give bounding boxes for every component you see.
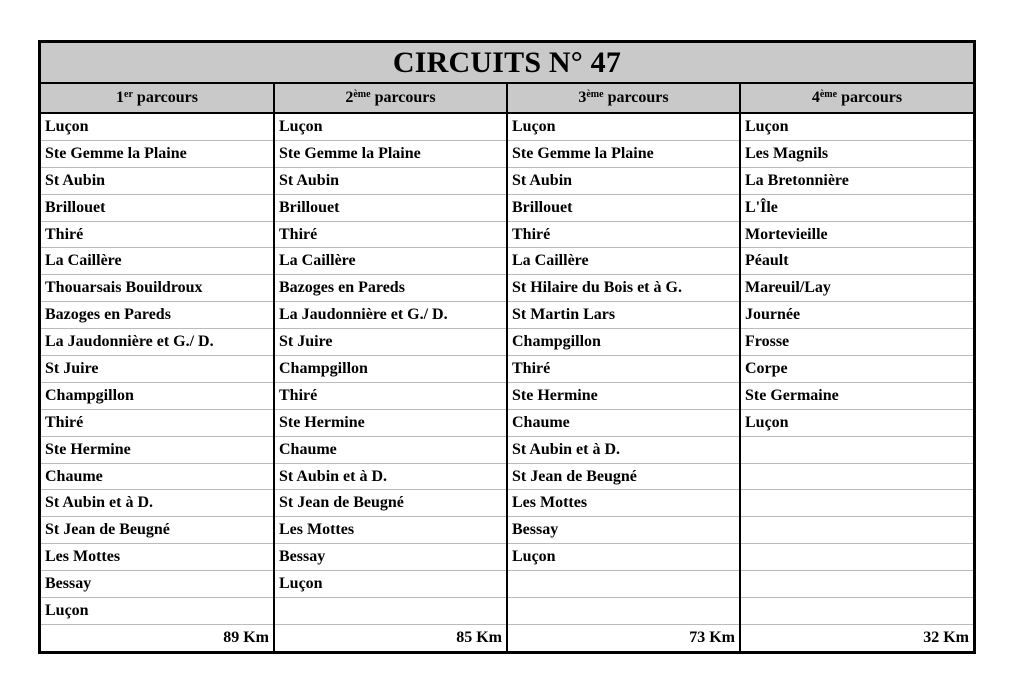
stop-cell: St Jean de Beugné — [274, 490, 507, 517]
stop-row — [41, 463, 973, 490]
column-header-1: 1er parcours — [41, 83, 274, 113]
stop-cell: St Jean de Beugné — [41, 517, 274, 544]
stop-cell: Les Mottes — [507, 490, 740, 517]
stop-cell: Corpe — [740, 356, 973, 383]
stop-cell — [740, 490, 973, 517]
stop-row — [41, 517, 973, 544]
stop-row — [41, 140, 973, 167]
stop-row — [41, 302, 973, 329]
stop-cell: St Juire — [274, 329, 507, 356]
stop-cell: Thiré — [507, 221, 740, 248]
stop-row — [41, 598, 973, 625]
stop-cell: St Aubin et à D. — [41, 490, 274, 517]
stop-cell: Mortevieille — [740, 221, 973, 248]
stop-cell: Luçon — [507, 544, 740, 571]
stop-cell: Brillouet — [274, 194, 507, 221]
stop-cell: La Bretonnière — [740, 167, 973, 194]
total-km-3: 73 Km — [507, 625, 740, 652]
stop-cell: La Caillère — [507, 248, 740, 275]
stop-cell: Frosse — [740, 329, 973, 356]
stop-cell — [740, 517, 973, 544]
stop-cell: Ste Hermine — [507, 382, 740, 409]
stop-row — [41, 194, 973, 221]
stop-cell — [507, 598, 740, 625]
stop-cell: Bessay — [41, 571, 274, 598]
stop-cell: Thiré — [41, 409, 274, 436]
circuits-table-frame — [38, 40, 976, 654]
stop-cell: Luçon — [41, 598, 274, 625]
table-title: CIRCUITS N° 47 — [41, 43, 973, 83]
stop-cell: Chaume — [507, 409, 740, 436]
stop-cell: Ste Gemme la Plaine — [41, 140, 274, 167]
stop-row — [41, 436, 973, 463]
stop-cell: Bessay — [274, 544, 507, 571]
stop-cell: St Aubin et à D. — [274, 463, 507, 490]
stop-cell: St Hilaire du Bois et à G. — [507, 275, 740, 302]
total-km-2: 85 Km — [274, 625, 507, 652]
column-header-4: 4ème parcours — [740, 83, 973, 113]
column-header-2: 2ème parcours — [274, 83, 507, 113]
stop-cell: St Juire — [41, 356, 274, 383]
stop-cell: Champgillon — [507, 329, 740, 356]
stop-cell: Péault — [740, 248, 973, 275]
stop-cell: Ste Gemme la Plaine — [507, 140, 740, 167]
stop-cell: Luçon — [274, 571, 507, 598]
stop-cell: Ste Hermine — [274, 409, 507, 436]
stop-cell — [740, 571, 973, 598]
stop-cell: La Caillère — [274, 248, 507, 275]
stop-cell: St Jean de Beugné — [507, 463, 740, 490]
stop-row — [41, 275, 973, 302]
stop-row — [41, 382, 973, 409]
stop-cell: L'Île — [740, 194, 973, 221]
stop-cell: Thiré — [41, 221, 274, 248]
stop-row — [41, 544, 973, 571]
stop-cell: Chaume — [274, 436, 507, 463]
stop-cell: Luçon — [740, 113, 973, 140]
stop-row — [41, 409, 973, 436]
stop-cell: St Aubin — [507, 167, 740, 194]
stop-cell: Les Mottes — [41, 544, 274, 571]
stop-cell — [740, 436, 973, 463]
stop-cell — [274, 598, 507, 625]
stop-cell: Ste Gemme la Plaine — [274, 140, 507, 167]
stop-cell: Luçon — [740, 409, 973, 436]
stop-cell: Luçon — [274, 113, 507, 140]
circuits-table — [41, 43, 973, 651]
stop-cell: Les Mottes — [274, 517, 507, 544]
stop-cell: La Jaudonnière et G./ D. — [274, 302, 507, 329]
stop-cell: Thouarsais Bouildroux — [41, 275, 274, 302]
stop-row — [41, 490, 973, 517]
stop-cell: St Aubin — [41, 167, 274, 194]
stop-cell: Brillouet — [507, 194, 740, 221]
stop-cell: Thiré — [507, 356, 740, 383]
column-header-3: 3ème parcours — [507, 83, 740, 113]
stop-cell: Bazoges en Pareds — [274, 275, 507, 302]
stop-cell: Champgillon — [274, 356, 507, 383]
stop-cell: St Martin Lars — [507, 302, 740, 329]
stop-row — [41, 167, 973, 194]
stop-row — [41, 571, 973, 598]
stop-row — [41, 329, 973, 356]
stop-row — [41, 356, 973, 383]
stop-cell: Bazoges en Pareds — [41, 302, 274, 329]
stop-cell — [740, 463, 973, 490]
stop-row — [41, 221, 973, 248]
stops-body — [41, 113, 973, 625]
stop-cell: La Caillère — [41, 248, 274, 275]
stop-cell: St Aubin et à D. — [507, 436, 740, 463]
stop-cell — [507, 571, 740, 598]
stop-cell: Thiré — [274, 221, 507, 248]
stop-cell: Luçon — [41, 113, 274, 140]
stop-cell: Champgillon — [41, 382, 274, 409]
stop-cell: Mareuil/Lay — [740, 275, 973, 302]
stop-cell: Ste Germaine — [740, 382, 973, 409]
stop-row — [41, 113, 973, 140]
stop-cell: Brillouet — [41, 194, 274, 221]
stop-cell: St Aubin — [274, 167, 507, 194]
totals-row — [41, 625, 973, 652]
stop-cell: Journée — [740, 302, 973, 329]
stop-cell — [740, 544, 973, 571]
stop-cell: Ste Hermine — [41, 436, 274, 463]
stop-cell: Chaume — [41, 463, 274, 490]
stop-row — [41, 248, 973, 275]
stop-cell — [740, 598, 973, 625]
total-km-4: 32 Km — [923, 629, 969, 646]
stop-cell: Luçon — [507, 113, 740, 140]
stop-cell: Les Magnils — [740, 140, 973, 167]
stop-cell: Thiré — [274, 382, 507, 409]
stop-cell: Bessay — [507, 517, 740, 544]
stop-cell: La Jaudonnière et G./ D. — [41, 329, 274, 356]
total-km-1: 89 Km — [41, 625, 274, 652]
